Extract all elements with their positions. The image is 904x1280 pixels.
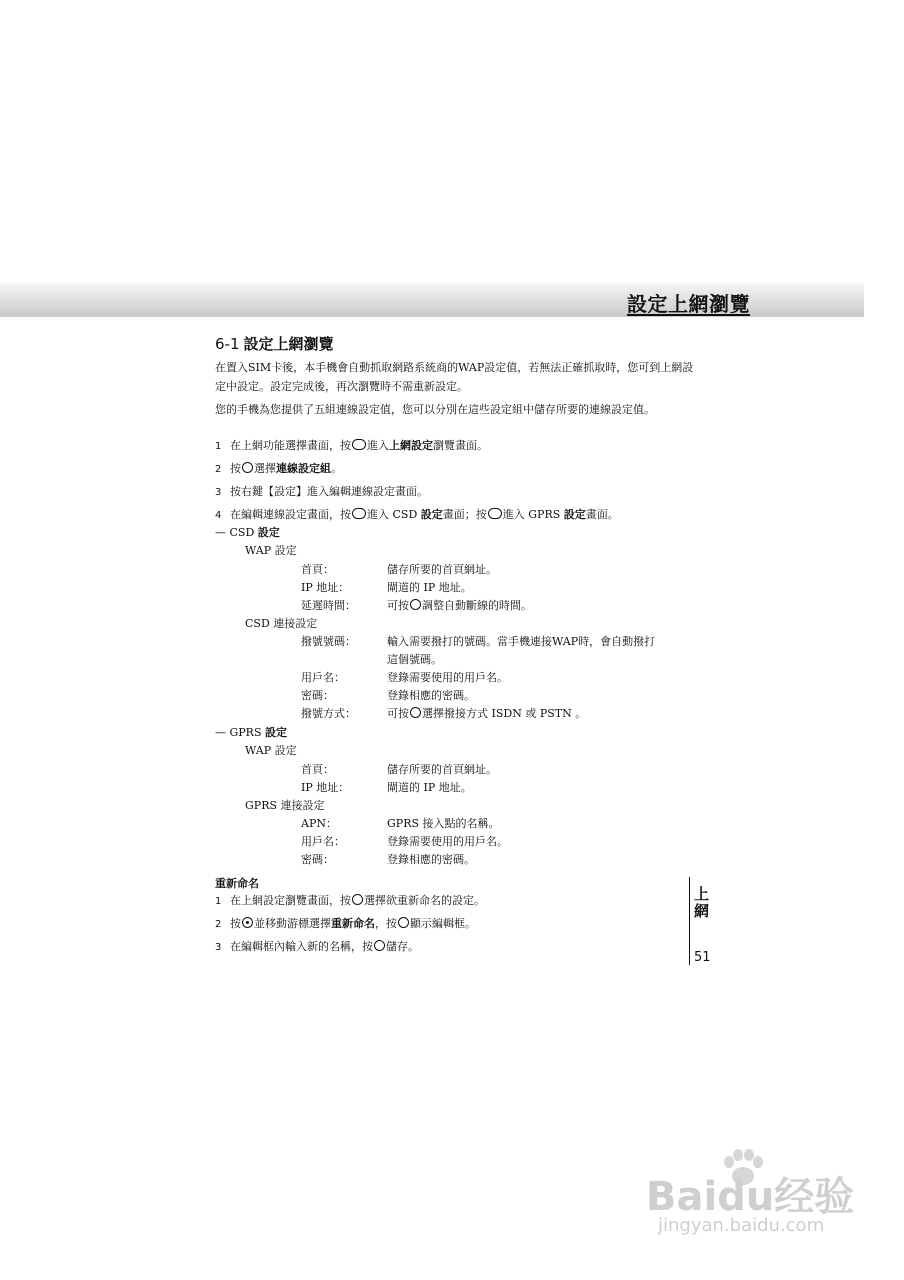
gprs-conn-title: GPRS 連接設定 xyxy=(245,799,325,812)
gprs-conn-value: GPRS 接入點的名稱。 xyxy=(387,817,500,830)
csd-conn-value: 登錄相應的密碼。 xyxy=(387,689,475,702)
csd-wap-title: WAP 設定 xyxy=(245,544,297,557)
side-tab-divider xyxy=(689,877,690,965)
csd-conn-value: 輸入需要撥打的號碼。當手機連接WAP時，會自動撥打 xyxy=(387,635,656,648)
rename-step-2: 2 按 並移動游標選擇重新命名，按 顯示編輯框。 xyxy=(215,917,476,930)
section-number: 6-1 xyxy=(215,335,240,353)
section-title-text: 設定上網瀏覽 xyxy=(243,335,334,353)
gprs-conn-label: APN： xyxy=(301,817,337,830)
watermark-url: jingyan.baidu.com xyxy=(658,1215,825,1236)
side-tab-label: 上網 xyxy=(694,885,710,920)
watermark-logo: Baidu经验 xyxy=(646,1174,855,1220)
step-4: 4 在編輯連線設定畫面，按 進入 CSD 設定畫面；按 進入 GPRS 設定畫面。 xyxy=(215,508,619,521)
gprs-conn-label: 用戶名： xyxy=(301,835,345,848)
gprs-conn-label: 密碼： xyxy=(301,853,334,866)
csd-heading: — CSD 設定 xyxy=(215,526,280,539)
key-1-icon xyxy=(352,508,366,519)
csd-wap-label: 延遲時間： xyxy=(301,599,356,612)
menu-key-icon xyxy=(352,439,366,450)
csd-conn-value-cont: 這個號碼。 xyxy=(387,653,442,666)
center-key-icon xyxy=(242,917,253,928)
csd-conn-value: 登錄需要使用的用戶名。 xyxy=(387,671,508,684)
rename-title: 重新命名 xyxy=(215,877,259,890)
csd-conn-label: 撥號號碼： xyxy=(301,635,356,648)
csd-conn-value: 可按 選擇撥接方式 ISDN 或 PSTN 。 xyxy=(387,707,587,720)
gprs-heading: — GPRS 設定 xyxy=(215,726,287,739)
gprs-wap-label: IP 地址： xyxy=(301,781,350,794)
gprs-wap-value: 儲存所要的首頁網址。 xyxy=(387,763,497,776)
gprs-conn-value: 登錄相應的密碼。 xyxy=(387,853,475,866)
csd-wap-value: 閘道的 IP 地址。 xyxy=(387,581,472,594)
csd-conn-label: 撥號方式： xyxy=(301,707,356,720)
intro-paragraph-2: 您的手機為您提供了五組連線設定值，您可以分別在這些設定組中儲存所要的連線設定值。 xyxy=(215,403,655,416)
soft-key-icon xyxy=(374,940,385,951)
gprs-conn-value: 登錄需要使用的用戶名。 xyxy=(387,835,508,848)
csd-conn-title: CSD 連接設定 xyxy=(245,617,318,630)
csd-wap-label: IP 地址： xyxy=(301,581,350,594)
gprs-wap-label: 首頁： xyxy=(301,763,334,776)
soft-key-icon xyxy=(398,917,409,928)
gprs-wap-title: WAP 設定 xyxy=(245,744,297,757)
page-number: 51 xyxy=(694,950,711,965)
nav-key-icon xyxy=(352,894,363,905)
rename-step-3: 3 在編輯框內輸入新的名稱，按 儲存。 xyxy=(215,940,419,953)
nav-key-icon xyxy=(410,707,421,718)
csd-conn-label: 密碼： xyxy=(301,689,334,702)
chapter-header-title: 設定上網瀏覽 xyxy=(627,292,750,316)
rename-step-1: 1 在上網設定瀏覽畫面，按 選擇欲重新命名的設定。 xyxy=(215,894,485,907)
csd-wap-label: 首頁： xyxy=(301,563,334,576)
gprs-wap-value: 閘道的 IP 地址。 xyxy=(387,781,472,794)
step-2: 2 按 選擇連線設定組。 xyxy=(215,462,342,475)
csd-wap-value: 可按 調整自動斷線的時間。 xyxy=(387,599,532,612)
nav-key-icon xyxy=(410,599,421,610)
csd-wap-value: 儲存所要的首頁網址。 xyxy=(387,563,497,576)
intro-paragraph-1: 在置入SIM卡後，本手機會自動抓取網路系統商的WAP設定值，若無法正確抓取時，您可到上網設定中設定。設定完成後，再次瀏覽時不需重新設定。 xyxy=(215,361,694,393)
nav-key-icon xyxy=(242,462,253,473)
csd-conn-label: 用戶名： xyxy=(301,671,345,684)
key-2-icon xyxy=(488,508,502,519)
step-3: 3 按右鍵【設定】進入編輯連線設定畫面。 xyxy=(215,485,428,498)
step-1: 1 在上網功能選擇畫面，按 進入上網設定瀏覽畫面。 xyxy=(215,439,488,452)
section-title xyxy=(215,333,334,354)
